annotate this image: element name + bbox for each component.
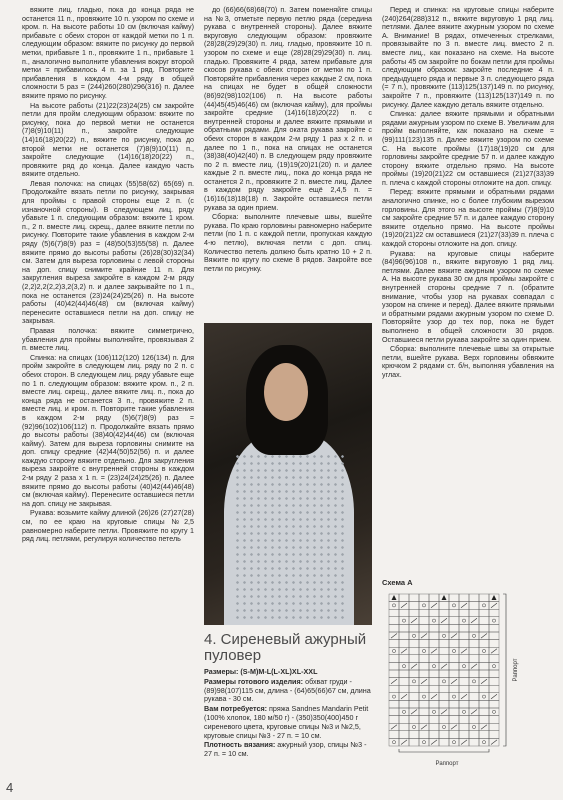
chart-cell bbox=[439, 723, 449, 731]
chart-cell bbox=[439, 655, 449, 663]
decrease-symbol bbox=[431, 740, 437, 745]
yarn-over-symbol bbox=[452, 604, 455, 607]
yarn-over-symbol bbox=[432, 619, 435, 622]
paragraph: Сборка: выполните плечевые швы за открытые петли, вшейте рукава. Верх горловины обвяжите крючком 2 рядами ст. б/н, выполняя убавления на углах. bbox=[382, 345, 554, 379]
chart-cell bbox=[489, 723, 499, 731]
chart-cell bbox=[409, 594, 419, 602]
chart-cell bbox=[439, 640, 449, 648]
text-column-right bbox=[382, 6, 554, 381]
chart-cell bbox=[449, 640, 459, 648]
chart-cell bbox=[479, 594, 489, 602]
chart-cell bbox=[449, 594, 459, 602]
chart-cell bbox=[469, 632, 479, 640]
rapport-bracket-right bbox=[503, 594, 506, 746]
chart-cell bbox=[449, 609, 459, 617]
chart-cell bbox=[449, 738, 459, 746]
yarn-over-symbol bbox=[412, 634, 415, 637]
chart-cell bbox=[419, 609, 429, 617]
chart-cell bbox=[459, 594, 469, 602]
decrease-symbol bbox=[431, 694, 437, 699]
chart-cell bbox=[489, 662, 499, 670]
materials: Вам потребуется: пряжа Sandnes Mandarin Petit (100% хлопок, 180 м/50 г) - (350)350(400)450 г сиреневого цвета, круговые спицы №3 и №2,5, круговые спицы №3 - 27 п. = 10 см. bbox=[204, 704, 369, 740]
finished-size: Размеры готового изделия: обхват груди - (89)98(107)115 см, длина - (64)65(66)67 см, длина рукава - 30 см. bbox=[204, 676, 371, 704]
chart-cell bbox=[439, 678, 449, 686]
chart-cell bbox=[389, 731, 399, 739]
chart-cell bbox=[489, 708, 499, 716]
chart-cell bbox=[479, 670, 489, 678]
decrease-symbol bbox=[421, 725, 427, 730]
decrease-symbol bbox=[481, 634, 487, 639]
chart-cell bbox=[459, 678, 469, 686]
chart-cell bbox=[429, 632, 439, 640]
chart-cell bbox=[419, 602, 429, 610]
chart-cell bbox=[409, 693, 419, 701]
chart-cell bbox=[469, 716, 479, 724]
chart-cell bbox=[419, 738, 429, 746]
chart-cell bbox=[439, 624, 449, 632]
chart-cell bbox=[469, 655, 479, 663]
chart-cell bbox=[439, 731, 449, 739]
decrease-symbol bbox=[461, 694, 467, 699]
chart-cell bbox=[389, 609, 399, 617]
chart-label-right: Раппорт bbox=[513, 658, 519, 682]
chart-cell bbox=[469, 693, 479, 701]
chart-cell bbox=[429, 617, 439, 625]
chart-cell bbox=[469, 678, 479, 686]
chart-cell bbox=[389, 617, 399, 625]
chart-cell bbox=[439, 647, 449, 655]
decrease-symbol bbox=[441, 618, 447, 623]
arrow-marker bbox=[392, 595, 397, 600]
paragraph: Сборка: выполните плечевые швы, вшейте рукава. По краю горловины равномерно наберите петли (по 1 п. с каждой петли, пропуская каждую 4-ю петлю), включая петли с доп. спиц. Количество петель должно быть кратно 10 + 2 п. Вяжите по кругу по схеме 8 рядов. Закройте все петли по рисунку. bbox=[204, 213, 372, 273]
decrease-symbol bbox=[471, 710, 477, 715]
chart-cell bbox=[409, 647, 419, 655]
decrease-symbol bbox=[491, 694, 497, 699]
chart-cell bbox=[489, 716, 499, 724]
chart-cell bbox=[449, 624, 459, 632]
chart-label-bottom: Раппорт bbox=[435, 761, 459, 767]
chart-cell bbox=[459, 655, 469, 663]
chart-cell bbox=[479, 693, 489, 701]
chart-cell bbox=[449, 662, 459, 670]
yarn-over-symbol bbox=[402, 619, 405, 622]
chart-cell bbox=[429, 708, 439, 716]
chart-cell bbox=[389, 662, 399, 670]
chart-cell bbox=[389, 602, 399, 610]
chart-cell bbox=[389, 716, 399, 724]
chart-cell bbox=[399, 655, 409, 663]
chart-cell bbox=[409, 632, 419, 640]
chart-cell bbox=[399, 617, 409, 625]
yarn-over-symbol bbox=[442, 725, 445, 728]
chart-cell bbox=[479, 731, 489, 739]
decrease-symbol bbox=[391, 634, 397, 639]
chart-cell bbox=[469, 731, 479, 739]
chart-cell bbox=[489, 624, 499, 632]
chart-cell bbox=[469, 647, 479, 655]
decrease-symbol bbox=[391, 679, 397, 684]
chart-cell bbox=[409, 731, 419, 739]
decrease-symbol bbox=[481, 725, 487, 730]
chart-cell bbox=[399, 700, 409, 708]
chart-cell bbox=[489, 670, 499, 678]
chart-cell bbox=[479, 640, 489, 648]
pattern-details bbox=[204, 668, 372, 760]
chart-cell bbox=[459, 640, 469, 648]
chart-cell bbox=[419, 647, 429, 655]
paragraph: Правая полочка: вяжите симметрично, убавления для проймы выполняйте, провязывая 2 п. вместе лиц. bbox=[22, 326, 194, 353]
chart-cell bbox=[469, 602, 479, 610]
arrow-marker bbox=[492, 595, 497, 600]
chart-cell bbox=[439, 700, 449, 708]
chart-cell bbox=[489, 731, 499, 739]
chart-cell bbox=[429, 640, 439, 648]
chart-cell bbox=[459, 731, 469, 739]
decrease-symbol bbox=[431, 649, 437, 654]
chart-cell bbox=[469, 738, 479, 746]
yarn-over-symbol bbox=[452, 695, 455, 698]
chart-cell bbox=[429, 685, 439, 693]
chart-cell bbox=[469, 700, 479, 708]
chart-cell bbox=[449, 685, 459, 693]
chart-cell bbox=[449, 708, 459, 716]
yarn-over-symbol bbox=[492, 619, 495, 622]
chart-cell bbox=[399, 609, 409, 617]
yarn-over-symbol bbox=[432, 710, 435, 713]
paragraph: Перед и спинка: на круговые спицы наберите (240)264(288)312 п., вяжите вкруговую 1 ряд лиц. петлями. Далее вяжите ажурным узором по схеме А. Внимание! В рядах, отмеченных стрелками, провязывайте по 3 п. вместе лиц. вместо 2 п. вместе лиц., как показано на схеме. На высоте работы 45 см закройте по бокам петли для проймы следующим образом: закройте последние 4 п. предыдущего ряда и первые 3 п. следующего ряда (= 7 п.), провяжите (113)125(137)149 п. по рисунку, закройте 7 п., провяжите (113)125(137)149 п. по рисунку. Далее каждую деталь вяжите отдельно. bbox=[382, 6, 554, 109]
knitting-chart bbox=[385, 590, 535, 768]
decrease-symbol bbox=[401, 694, 407, 699]
yarn-over-symbol bbox=[492, 665, 495, 668]
chart-cell bbox=[489, 617, 499, 625]
text-column-left bbox=[22, 6, 194, 545]
chart-cell bbox=[389, 624, 399, 632]
chart-cell bbox=[399, 670, 409, 678]
chart-cell bbox=[419, 617, 429, 625]
yarn-over-symbol bbox=[462, 619, 465, 622]
chart-cell bbox=[429, 731, 439, 739]
chart-cell bbox=[419, 716, 429, 724]
schema-title: Схема А bbox=[382, 578, 413, 587]
chart-cell bbox=[399, 731, 409, 739]
yarn-over-symbol bbox=[422, 695, 425, 698]
chart-cell bbox=[449, 693, 459, 701]
chart-cell bbox=[439, 693, 449, 701]
yarn-over-symbol bbox=[422, 604, 425, 607]
chart-cell bbox=[429, 670, 439, 678]
chart-cell bbox=[409, 609, 419, 617]
chart-cell bbox=[429, 655, 439, 663]
chart-cell bbox=[429, 662, 439, 670]
face-shape bbox=[264, 363, 308, 421]
decrease-symbol bbox=[461, 740, 467, 745]
chart-cell bbox=[429, 609, 439, 617]
yarn-over-symbol bbox=[432, 665, 435, 668]
paragraph: Спинка: на спицах (106)112(120) 126(134) п. Для пройм закройте в следующем лиц. ряду по 2 п. с обеих сторон. В следующем лиц. ряду убавьте еще по 1 п. следующим образом: вяжите кром. п., 2 п. вместе лиц. скрещ., далее вяжите лиц. п., пока до конца ряда не останется 3 п., провяжите 2 п. вместе лиц. и кром. п. Повторите такие убавления в каждом 2-м ряду (5)6(7)8(9) раз = (92)96(102)106(112) п. Продолжайте вязать прямо до высоты работы (38)40(42)44(46) см (включая кайму). Затем для выреза горловины снимите на доп. спицу средние (42)44(50)52(56) п. и далее каждую сторону вяжите отдельно. Для закругления выреза закройте с внутренней стороны в каждом 2-м ряду 2 раза х 1 п. = (23)24(24)25(26) п. Далее вяжите прямо до высоты работы (40)42(44)46(48) см (включая кайму). Перенесите оставшиеся петли на доп. спицу не закрывая. bbox=[22, 353, 194, 508]
chart-cell bbox=[449, 617, 459, 625]
page-number: 4 bbox=[6, 780, 14, 795]
chart-cell bbox=[479, 716, 489, 724]
chart-cell bbox=[389, 685, 399, 693]
chart-cell bbox=[479, 647, 489, 655]
yarn-over-symbol bbox=[472, 634, 475, 637]
chart-cell bbox=[399, 723, 409, 731]
paragraph: вяжите лиц. гладью, пока до конца ряда не останется 11 п., провяжите 10 п. узором по схеме и кром. п. На высоте работы 10 см (включая кайму) прибавьте с обеих сторон от каждой метки по 1 п. следующим образом: вяжите по рисунку до первой метки, прибавьте 1 п., провяжите 1 п., прибавьте 1 п., аналогично выполните убавления вокруг второй метки = прибавилось 4 п. за 1 ряд. Повторите прибавления в каждом 4-м ряду в общей сложности 5 раз = (244)260(280)296(316) п. Далее вяжите прямо по рисунку. bbox=[22, 6, 194, 100]
yarn-over-symbol bbox=[422, 741, 425, 744]
decrease-symbol bbox=[491, 603, 497, 608]
yarn-over-symbol bbox=[472, 680, 475, 683]
chart-cell bbox=[459, 670, 469, 678]
chart-cell bbox=[399, 678, 409, 686]
chart-cell bbox=[399, 640, 409, 648]
decrease-symbol bbox=[421, 634, 427, 639]
chart-cell bbox=[489, 640, 499, 648]
yarn-over-symbol bbox=[412, 680, 415, 683]
decrease-symbol bbox=[451, 679, 457, 684]
yarn-over-symbol bbox=[392, 649, 395, 652]
paragraph: На высоте работы (21)22(23)24(25) см закройте петли для пройм следующим образом: вяжите по рисунку, пока до первой метки не останется (7)8(9)10(11) п., закройте следующие (14)16(18)20(22) п., вяжите по рисунку, пока до второй метки не останется (7)8(9)10(11) п., закройте следующие (14)16(18)20(22) п., провяжите ряд до конца. Далее каждую часть вяжите отдельно. bbox=[22, 101, 194, 179]
decrease-symbol bbox=[441, 710, 447, 715]
chart-cell bbox=[449, 700, 459, 708]
chart-cell bbox=[409, 678, 419, 686]
decrease-symbol bbox=[411, 618, 417, 623]
chart-cell bbox=[409, 624, 419, 632]
chart-cell bbox=[479, 700, 489, 708]
chart-cell bbox=[489, 685, 499, 693]
chart-cell bbox=[449, 647, 459, 655]
chart-cell bbox=[469, 624, 479, 632]
chart-cell bbox=[479, 738, 489, 746]
chart-cell bbox=[389, 640, 399, 648]
yarn-over-symbol bbox=[462, 710, 465, 713]
chart-cell bbox=[429, 700, 439, 708]
decrease-symbol bbox=[471, 664, 477, 669]
chart-cell bbox=[449, 731, 459, 739]
yarn-over-symbol bbox=[402, 710, 405, 713]
chart-cell bbox=[399, 594, 409, 602]
chart-cell bbox=[479, 617, 489, 625]
chart-cell bbox=[459, 632, 469, 640]
yarn-over-symbol bbox=[422, 649, 425, 652]
chart-cell bbox=[459, 624, 469, 632]
chart-cell bbox=[459, 708, 469, 716]
chart-cell bbox=[439, 632, 449, 640]
paragraph: Левая полочка: на спицах (55)58(62) 65(69) п. Продолжайте вязать петли по рисунку, закрывая для проймы с правой стороны еще 2 п. (с изнаночной стороны). В следующем лиц. ряду убавьте 1 п. следующим образом: вяжите 1 кром. п., 2 п. вместе лиц. скрещ., далее вяжите петли по рисунку. Повторите такие убавления в каждом 2-м ряду (5)6(7)8(9) раз = (48)50(53)55(58) п. Далее вяжите прямо до высоты работы (26)28(30)32(34) см. Затем для выреза горловины с левой стороны на доп. спицу снимите крайние 11 п. Для закругления выреза закройте в каждом 2-м ряду (2,2)2,2(2,2)3,2(3,2) п. и далее закрывайте по 1 п., пока не останется (23)24(24)25(26) п. На высоте работы (40)42(44)46(48) см (включая кайму) перенесите оставшиеся петли на доп. спицу не закрывая. bbox=[22, 179, 194, 326]
chart-cell bbox=[399, 716, 409, 724]
paragraph: до (66)66(68)68(70) п. Затем поменяйте спицы на №3, отметьте первую петлю ряда (середина рукава с внутренней стороны). Далее вяжите вкруговую следующим образом: провяжите (28)28(29)29(30) п. лиц. гладью, провяжите 10 п. узором по схеме и еще (28)28(29)29(30) п. лиц. гладью. Провяжите 4 ряда, затем прибавьте для скосов рукава с обеих сторон от метки по 1 п. Повторяйте прибавления через каждые 2 см, пока на спицах не будет в общей сложности (86)92(98)102(106) п. На высоте работы (44)45(45)46(46) см (включая кайму), для проймы закройте средние (14)16(18)20(22) п. с внутренней стороны и далее вяжите прямыми и обратными рядами. Для оката рукава закройте с обеих сторон в каждом 2-м ряду 1 раз х 2 п. и далее по 1 п., пока на спицах не останется (38)38(40)42(40) п. В следующем ряду провяжите по 2 п. вместе лиц. (19)19(20)21(20) п. и далее каждые 2 п. вместе лиц., пока до конца ряда не останется 2 п., провяжите 2 п. вместе лиц. Далее в каждом ряду закройте ещё 2,4,5 п. = (16)16(18)18(18) п. Закройте оставшиеся петли рукава за один прием. bbox=[204, 6, 372, 212]
chart-cell bbox=[389, 670, 399, 678]
chart-cell bbox=[429, 594, 439, 602]
chart-cell bbox=[419, 708, 429, 716]
chart-cell bbox=[489, 700, 499, 708]
yarn-over-symbol bbox=[412, 725, 415, 728]
decrease-symbol bbox=[461, 603, 467, 608]
paragraph: Рукава: на круговые спицы наберите (84)96(96)108 п., вяжите вкруговую 1 ряд лиц. петлями. Далее вяжите ажурным узором по схеме А. На высоте рукава 30 см для проймы закройте с внутренней стороны средние 7 п. (обратите внимание, чтобы узор на рукавах совпадал с узором на спинке и перед). Далее вяжите прямыми и обратными рядами ажурным узором по схеме D. Повторяйте узор до тех пор, пока не будет выполнено в общей сложности 30 рядов. Оставшиеся петли рукава закройте за один прием. bbox=[382, 249, 554, 344]
chart-cell bbox=[459, 617, 469, 625]
chart-cell bbox=[479, 624, 489, 632]
chart-cell bbox=[459, 716, 469, 724]
chart-cell bbox=[469, 723, 479, 731]
chart-cell bbox=[459, 723, 469, 731]
model-photo bbox=[204, 323, 372, 625]
chart-cell bbox=[479, 685, 489, 693]
yarn-over-symbol bbox=[482, 649, 485, 652]
yarn-over-symbol bbox=[462, 665, 465, 668]
chart-cell bbox=[429, 624, 439, 632]
chart-cell bbox=[389, 708, 399, 716]
rapport-bracket-bottom bbox=[399, 749, 489, 752]
decrease-symbol bbox=[401, 740, 407, 745]
decrease-symbol bbox=[441, 664, 447, 669]
chart-cell bbox=[429, 716, 439, 724]
chart-cell bbox=[469, 685, 479, 693]
yarn-over-symbol bbox=[442, 680, 445, 683]
decrease-symbol bbox=[391, 725, 397, 730]
chart-cell bbox=[389, 655, 399, 663]
chart-cell bbox=[409, 716, 419, 724]
decrease-symbol bbox=[411, 710, 417, 715]
chart-cell bbox=[409, 655, 419, 663]
chart-cell bbox=[389, 700, 399, 708]
chart-cell bbox=[459, 662, 469, 670]
chart-cell bbox=[419, 624, 429, 632]
decrease-symbol bbox=[401, 603, 407, 608]
chart-cell bbox=[419, 700, 429, 708]
yarn-over-symbol bbox=[482, 695, 485, 698]
chart-cell bbox=[419, 685, 429, 693]
decrease-symbol bbox=[461, 649, 467, 654]
arrow-marker bbox=[442, 595, 447, 600]
gauge: Плотность вязания: ажурный узор, спицы №3 - 27 п. = 10 см. bbox=[204, 740, 367, 759]
yarn-over-symbol bbox=[452, 649, 455, 652]
chart-cell bbox=[419, 693, 429, 701]
chart-cell bbox=[459, 685, 469, 693]
paragraph: Спинка: далее вяжите прямыми и обратными рядами ажурным узором по схеме В. Увеличим для пройм выполняйте, как показано на схеме = (99)111(123)135 п. Далее вяжите узором по схеме С. На высоте проймы (17)18(19)20 см для горловины закройте средние 57 п. и далее каждую сторону вяжите отдельно прямо. На высоте проймы (19)20(21)22 см оставшиеся (21)27(33)39 п. плеча с каждой стороны отложите на доп. спицу. bbox=[382, 110, 554, 187]
chart-cell bbox=[439, 602, 449, 610]
chart-cell bbox=[439, 609, 449, 617]
chart-cell bbox=[469, 594, 479, 602]
yarn-over-symbol bbox=[482, 604, 485, 607]
chart-cell bbox=[479, 609, 489, 617]
sizes: Размеры: (S-M)M-L(L-XL)XL-XXL bbox=[204, 667, 318, 676]
yarn-over-symbol bbox=[392, 695, 395, 698]
chart-cell bbox=[439, 738, 449, 746]
chart-cell bbox=[409, 685, 419, 693]
chart-cell bbox=[409, 738, 419, 746]
text-column-middle bbox=[204, 6, 372, 274]
chart-cell bbox=[399, 632, 409, 640]
chart-cell bbox=[419, 655, 429, 663]
chart-cell bbox=[419, 670, 429, 678]
chart-cell bbox=[419, 640, 429, 648]
chart-cell bbox=[409, 700, 419, 708]
decrease-symbol bbox=[401, 649, 407, 654]
decrease-symbol bbox=[491, 740, 497, 745]
chart-cell bbox=[479, 662, 489, 670]
decrease-symbol bbox=[451, 725, 457, 730]
chart-cell bbox=[389, 738, 399, 746]
yarn-over-symbol bbox=[392, 604, 395, 607]
chart-cell bbox=[479, 655, 489, 663]
chart-cell bbox=[479, 602, 489, 610]
yarn-over-symbol bbox=[402, 665, 405, 668]
chart-cell bbox=[419, 594, 429, 602]
decrease-symbol bbox=[411, 664, 417, 669]
chart-cell bbox=[399, 624, 409, 632]
chart-cell bbox=[419, 731, 429, 739]
chart-cell bbox=[429, 723, 439, 731]
chart-cell bbox=[429, 678, 439, 686]
chart-cell bbox=[459, 700, 469, 708]
chart-cell bbox=[489, 632, 499, 640]
decrease-symbol bbox=[481, 679, 487, 684]
chart-cell bbox=[449, 670, 459, 678]
chart-cell bbox=[389, 693, 399, 701]
chart-cell bbox=[449, 716, 459, 724]
chart-cell bbox=[439, 716, 449, 724]
paragraph: Рукава: возьмите кайму длиной (26)26 (27)27(28) см, по ее краю на круговые спицы №2,5 равномерно наберите петли. Провяжите по кругу 1 ряд лиц. петлями, регулируя количество петель bbox=[22, 509, 194, 544]
paragraph: Перед: вяжите прямыми и обратными рядами аналогично спинке, но с более глубоким вырезом горловины. Для этого на высоте проймы (7)8(9)10 см закройте средние 57 п. и далее каждую сторону вяжите отдельно прямо. На высоте проймы (19)20(21)22 см оставшиеся (21)27(33)39 п. плеча с каждой стороны отложите на доп. спицу. bbox=[382, 188, 554, 249]
chart-cell bbox=[409, 602, 419, 610]
yarn-over-symbol bbox=[492, 710, 495, 713]
decrease-symbol bbox=[451, 634, 457, 639]
lace-pattern bbox=[234, 453, 344, 623]
chart-cell bbox=[409, 640, 419, 648]
chart-cell bbox=[419, 662, 429, 670]
decrease-symbol bbox=[431, 603, 437, 608]
yarn-over-symbol bbox=[392, 741, 395, 744]
chart-cell bbox=[489, 678, 499, 686]
chart-cell bbox=[489, 609, 499, 617]
yarn-over-symbol bbox=[442, 634, 445, 637]
section-title: 4. Сиреневый ажурный пуловер bbox=[204, 631, 367, 664]
chart-cell bbox=[399, 708, 409, 716]
chart-cell bbox=[479, 708, 489, 716]
chart-cell bbox=[399, 685, 409, 693]
chart-cell bbox=[449, 602, 459, 610]
yarn-over-symbol bbox=[482, 741, 485, 744]
decrease-symbol bbox=[491, 649, 497, 654]
chart-cell bbox=[469, 609, 479, 617]
chart-cell bbox=[389, 647, 399, 655]
chart-cell bbox=[459, 609, 469, 617]
chart-cell bbox=[439, 670, 449, 678]
decrease-symbol bbox=[471, 618, 477, 623]
yarn-over-symbol bbox=[472, 725, 475, 728]
yarn-over-symbol bbox=[452, 741, 455, 744]
chart-cell bbox=[409, 723, 419, 731]
chart-cell bbox=[469, 640, 479, 648]
chart-cell bbox=[469, 670, 479, 678]
chart-cell bbox=[399, 662, 409, 670]
decrease-symbol bbox=[421, 679, 427, 684]
chart-cell bbox=[439, 685, 449, 693]
chart-cell bbox=[489, 655, 499, 663]
chart-cell bbox=[449, 655, 459, 663]
chart-grid bbox=[389, 594, 506, 752]
chart-cell bbox=[409, 670, 419, 678]
